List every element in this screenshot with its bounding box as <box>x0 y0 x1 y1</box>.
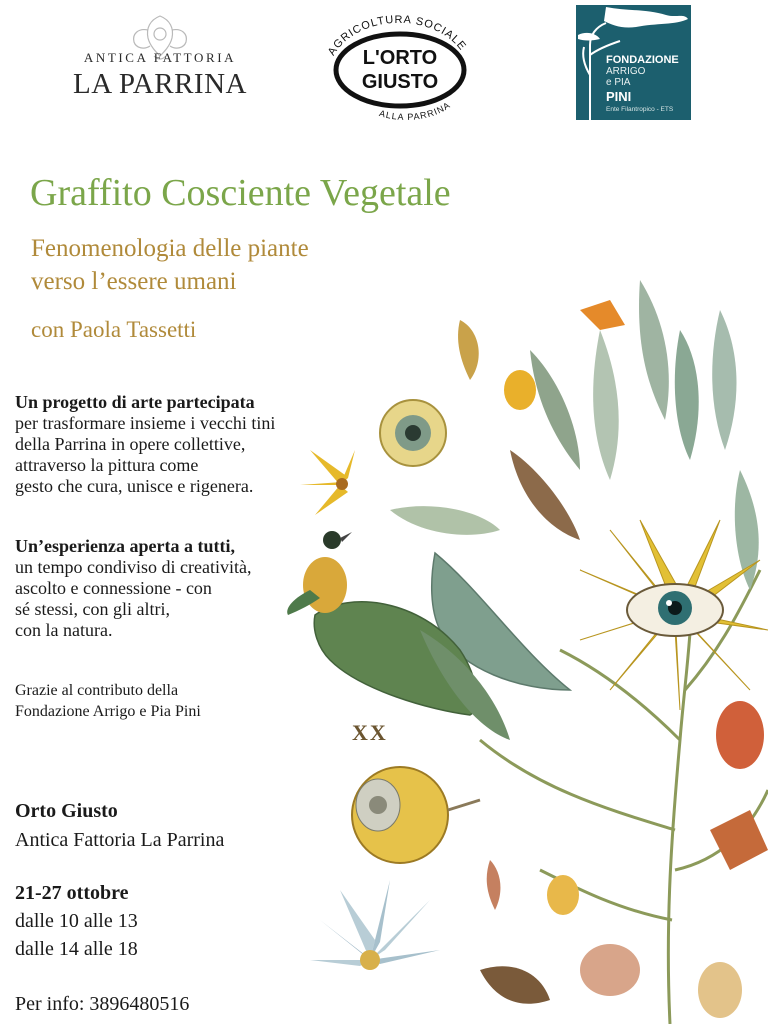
parrina-logo-main: LA PARRINA <box>73 68 247 100</box>
page-title: Graffito Cosciente Vegetale <box>30 172 451 214</box>
sponsor-thanks <box>15 680 201 722</box>
location-name: Orto Giusto <box>15 800 118 822</box>
subtitle <box>31 232 309 298</box>
main-stem <box>668 600 692 1024</box>
fondazione-line4: PINI <box>606 89 632 104</box>
paragraph-project <box>15 392 275 497</box>
small-eye <box>380 400 446 466</box>
paragraph-line: un tempo condiviso di creatività, <box>15 557 252 577</box>
event-dates <box>15 879 138 963</box>
fondazione-line2: ARRIGO <box>606 66 646 77</box>
fondazione-line3: e PIA <box>606 77 631 88</box>
blue-lotus <box>310 880 440 970</box>
contact-info: Per info: 3896480516 <box>15 993 190 1015</box>
botanical-illustration <box>280 270 768 1024</box>
event-location <box>15 797 224 855</box>
xx-mark: XX <box>352 720 388 745</box>
bird-illustration <box>287 531 352 615</box>
orto-arc-top: AGRICOLTURA SOCIALE <box>325 13 469 58</box>
gold-sphere <box>352 767 480 863</box>
paragraph-line: attraverso la pittura come <box>15 455 199 475</box>
date-range: 21-27 ottobre <box>15 882 129 904</box>
leaves <box>314 280 758 740</box>
subtitle-line2: verso l’essere umani <box>31 268 237 295</box>
fondazione-logo <box>576 5 691 120</box>
paragraph-line: con la natura. <box>15 620 113 640</box>
paragraph-line: della Parrina in opere collettive, <box>15 434 246 454</box>
paragraph-line: gesto che cura, unisce e rigenera. <box>15 476 254 496</box>
thanks-line: Grazie al contributo della <box>15 682 179 699</box>
orto-line2: GIUSTO <box>361 71 439 93</box>
location-detail: Antica Fattoria La Parrina <box>15 829 225 851</box>
orto-arc-bottom: ALLA PARRINA <box>378 99 453 122</box>
fondazione-line5: Ente Filantropico - ETS <box>606 106 674 113</box>
thanks-line: Fondazione Arrigo e Pia Pini <box>15 703 201 720</box>
hours-line: dalle 10 alle 13 <box>15 910 138 932</box>
orto-line1: L'ORTO <box>362 47 438 69</box>
parrina-logo-top: ANTICA FATTORIA <box>83 50 237 65</box>
fondazione-line1: FONDAZIONE <box>606 54 679 66</box>
orto-giusto-logo <box>318 4 480 122</box>
paragraph-experience-lead: Un’esperienza aperta a tutti, <box>15 536 235 556</box>
paragraph-line: sé stessi, con gli altri, <box>15 599 170 619</box>
paragraph-line: per trasformare insieme i vecchi tini <box>15 413 276 433</box>
byline: con Paola Tassetti <box>31 317 197 342</box>
paragraph-experience <box>15 536 251 641</box>
subtitle-line1: Fenomenologia delle piante <box>31 235 309 262</box>
hours-line: dalle 14 alle 18 <box>15 938 138 960</box>
paragraph-project-lead: Un progetto di arte partecipata <box>15 392 255 412</box>
parrina-logo <box>55 12 265 112</box>
yellow-flower <box>300 450 355 515</box>
paragraph-line: ascolto e connessione - con <box>15 578 212 598</box>
